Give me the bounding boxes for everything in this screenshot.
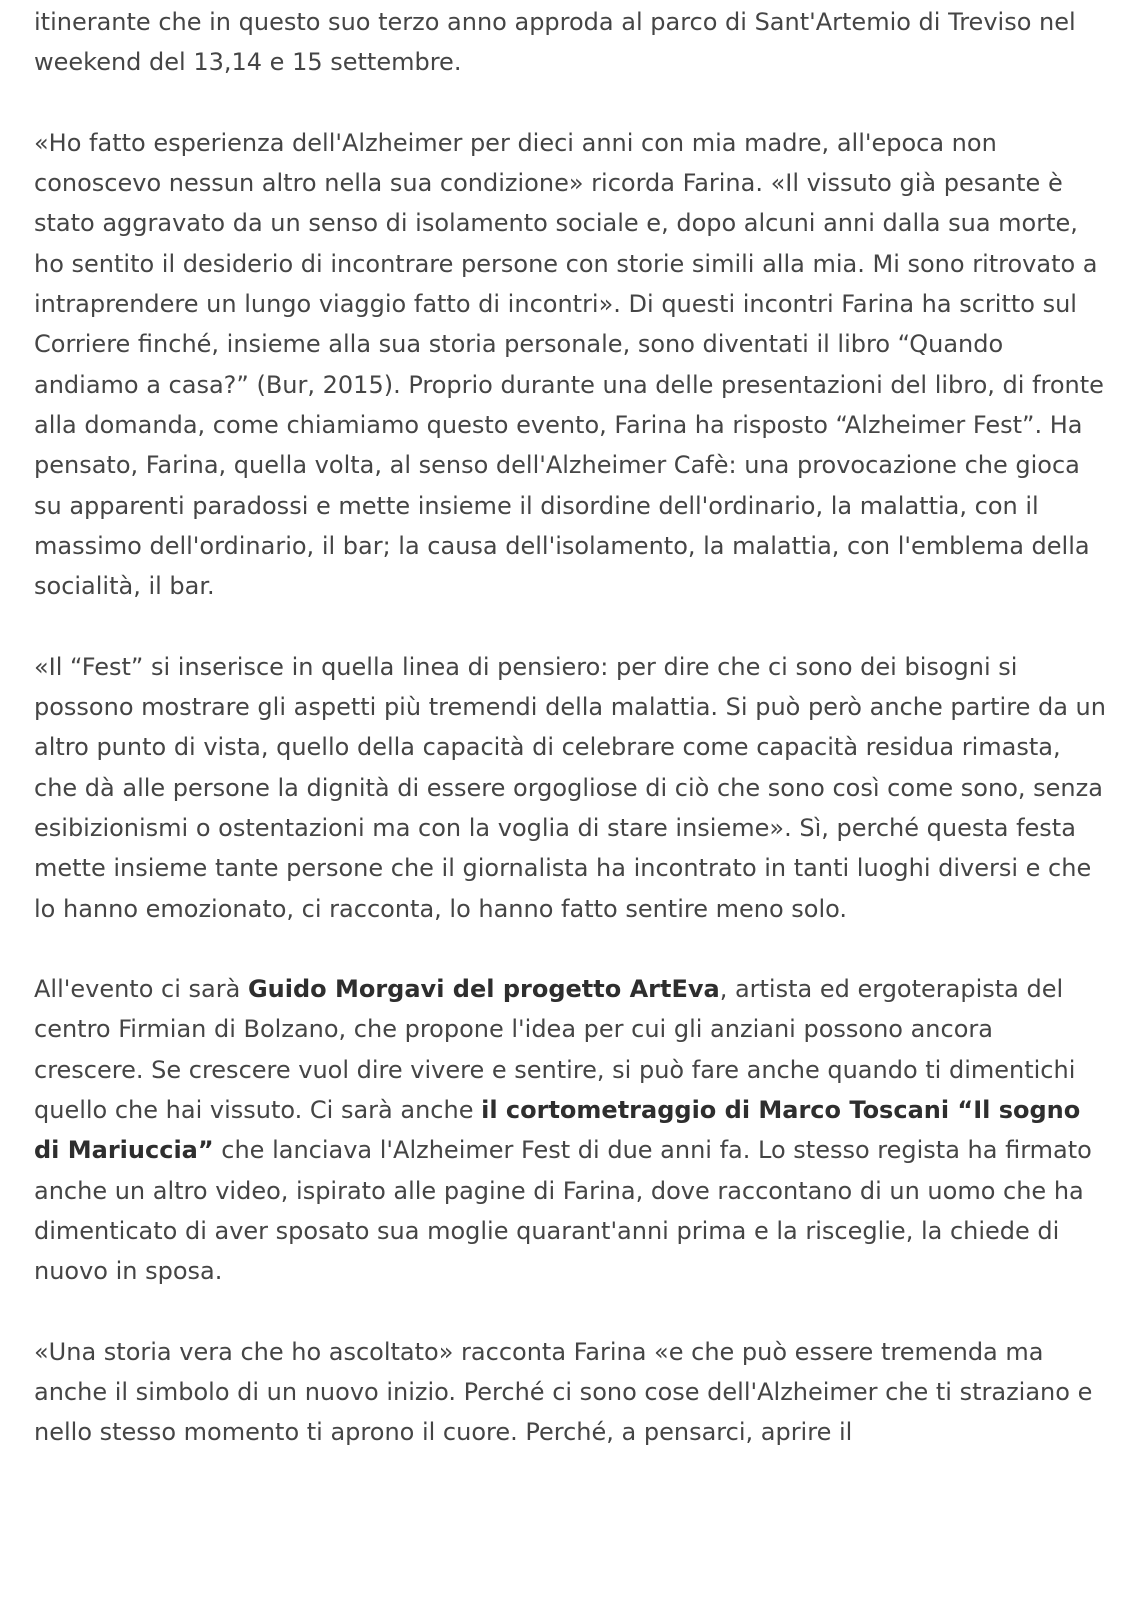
paragraph-text-segment: All'evento ci sarà (34, 975, 248, 1004)
paragraph-farina-story: «Ho fatto esperienza dell'Alzheimer per dieci anni con mia madre, all'epoca non conoscevo nessun altro nella sua condizione» ricorda Farina. «Il vissuto già pesante è stato aggravato da un senso di isolamento sociale e, dopo alcuni anni dalla sua morte, ho sentito il desiderio di incontrare persone con storie simili alla mia. Mi sono ritrovato a intraprendere un lungo viaggio fatto di incontri». Di questi incontri Farina ha scritto sul Corriere finché, insieme alla sua storia personale, sono diventati il libro “Quando andiamo a casa?” (Bur, 2015). Proprio durante una delle presentazioni del libro, di fronte alla domanda, come chiamiamo questo evento, Farina ha risposto “Alzheimer Fest”. Ha pensato, Farina, quella volta, al senso dell'Alzheimer Cafè: una provocazione che gioca su apparenti paradossi e mette insieme il disordine dell'ordinario, la malattia, con il massimo dell'ordinario, il bar; la causa dell'isolamento, la malattia, con l'emblema della socialità, il bar. (34, 128, 1104, 601)
article-body (0, 2, 1143, 1602)
highlight-cortometraggio: il cortometraggio di Marco Toscani “Il sogno di Mariuccia” (34, 1096, 1081, 1165)
paragraph-event-intro: itinerante che in questo suo terzo anno approda al parco di Sant'Artemio di Treviso nel weekend del 13,14 e 15 settembre. (34, 8, 1076, 77)
paragraph-text-segment: , artista ed ergoterapista del centro Firmian di Bolzano, che propone l'idea per cui gli anziani possono ancora crescere. Se crescere vuol dire vivere e sentire, si può fare anche quando ti dimentichi quello che hai vissuto. Ci sarà anche (34, 975, 1076, 1125)
paragraph-fest-meaning: «Il “Fest” si inserisce in quella linea di pensiero: per dire che ci sono dei bisogni si possono mostrare gli aspetti più tremendi della malattia. Si può però anche partire da un altro punto di vista, quello della capacità di celebrare come capacità residua rimasta, che dà alle persone la dignità di essere orgogliose di ciò che sono così come sono, senza esibizionismi o ostentazioni ma con la voglia di stare insieme». Sì, perché questa festa mette insieme tante persone che il giornalista ha incontrato in tanti luoghi diversi e che lo hanno emozionato, ci racconta, lo hanno fatto sentire meno solo. (34, 652, 1106, 923)
paragraph-text-segment: che lanciava l'Alzheimer Fest di due anni fa. Lo stesso regista ha firmato anche un altro video, ispirato alle pagine di Farina, dove raccontano di un uomo che ha dimenticato di aver sposato sua moglie quarant'anni prima e la risceglie, la chiede di nuovo in sposa. (34, 1136, 1092, 1286)
paragraph-event-program (34, 969, 1109, 1291)
paragraph-true-story: «Una storia vera che ho ascoltato» racconta Farina «e che può essere tremenda ma anche il simbolo di un nuovo inizio. Perché ci sono cose dell'Alzheimer che ti straziano e nello stesso momento ti aprono il cuore. Perché, a pensarci, aprire il (34, 1337, 1093, 1447)
highlight-guido-morgavi: Guido Morgavi del progetto ArtEva (247, 975, 720, 1004)
